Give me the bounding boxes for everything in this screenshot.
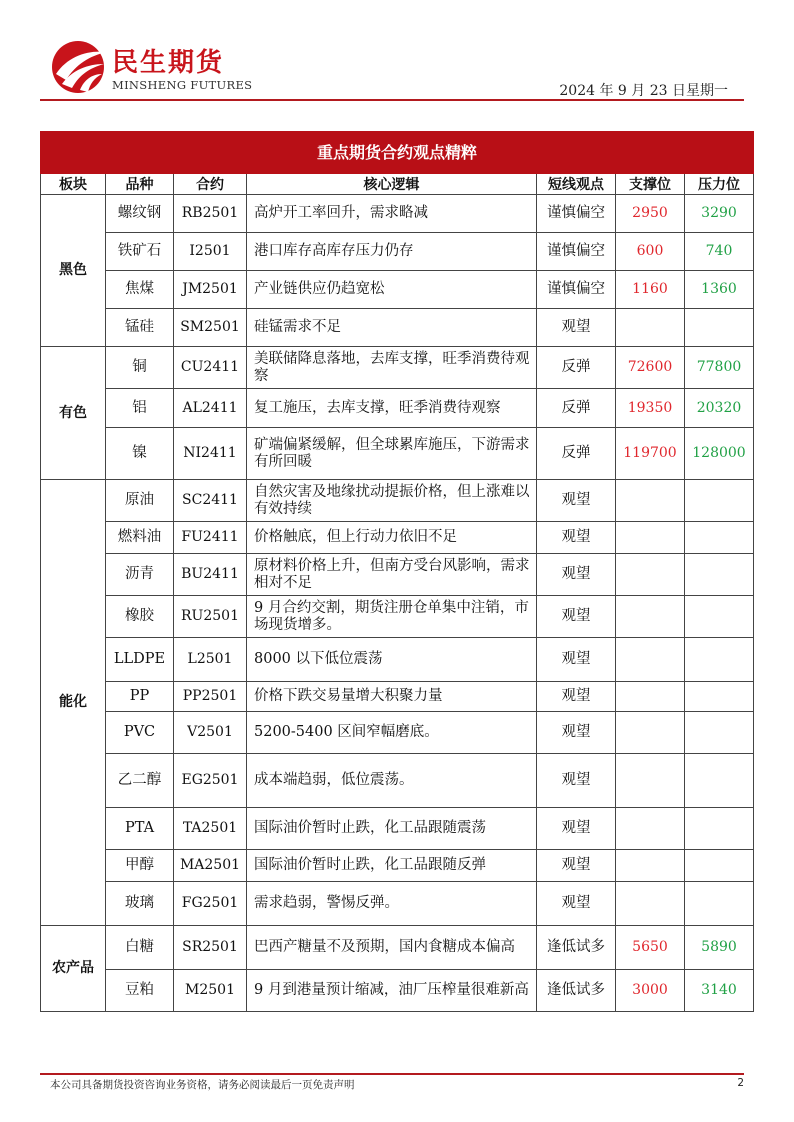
support-cell: 2950 <box>616 195 685 233</box>
resistance-cell: 5890 <box>685 926 754 970</box>
support-cell <box>616 754 685 808</box>
logic-cell: 8000 以下低位震荡 <box>247 638 537 682</box>
contract-cell: SC2411 <box>174 480 247 522</box>
variety-cell: PVC <box>106 712 174 754</box>
support-cell <box>616 554 685 596</box>
futures-view-table <box>40 131 754 1012</box>
variety-cell: 乙二醇 <box>106 754 174 808</box>
variety-cell: LLDPE <box>106 638 174 682</box>
resistance-cell <box>685 808 754 850</box>
view-cell: 观望 <box>537 808 616 850</box>
support-cell: 1160 <box>616 271 685 309</box>
variety-cell: PTA <box>106 808 174 850</box>
view-cell: 观望 <box>537 309 616 347</box>
contract-cell: EG2501 <box>174 754 247 808</box>
contract-cell: M2501 <box>174 970 247 1012</box>
support-cell <box>616 808 685 850</box>
col-header-view: 短线观点 <box>537 174 616 195</box>
view-cell: 谨慎偏空 <box>537 195 616 233</box>
table-row <box>41 271 754 309</box>
table-row <box>41 850 754 882</box>
futures-view-table-container <box>40 131 753 1012</box>
view-cell: 逢低试多 <box>537 926 616 970</box>
contract-cell: I2501 <box>174 233 247 271</box>
variety-cell: 燃料油 <box>106 522 174 554</box>
page-number: 2 <box>737 1077 744 1089</box>
logic-cell: 9 月到港量预计缩减，油厂压榨量很难新高 <box>247 970 537 1012</box>
col-header-variety: 品种 <box>106 174 174 195</box>
view-cell: 观望 <box>537 596 616 638</box>
contract-cell: CU2411 <box>174 347 247 389</box>
view-cell: 谨慎偏空 <box>537 233 616 271</box>
logic-cell: 产业链供应仍趋宽松 <box>247 271 537 309</box>
variety-cell: 螺纹钢 <box>106 195 174 233</box>
table-row <box>41 195 754 233</box>
resistance-cell: 740 <box>685 233 754 271</box>
variety-cell: 甲醇 <box>106 850 174 882</box>
sector-cell: 有色 <box>41 347 106 480</box>
col-header-support: 支撑位 <box>616 174 685 195</box>
table-row <box>41 554 754 596</box>
contract-cell: FU2411 <box>174 522 247 554</box>
view-cell: 反弹 <box>537 347 616 389</box>
variety-cell: 铝 <box>106 389 174 428</box>
logic-cell: 原材料价格上升，但南方受台风影响，需求相对不足 <box>247 554 537 596</box>
variety-cell: 原油 <box>106 480 174 522</box>
logic-cell: 国际油价暂时止跌，化工品跟随反弹 <box>247 850 537 882</box>
table-row <box>41 347 754 389</box>
contract-cell: BU2411 <box>174 554 247 596</box>
view-cell: 谨慎偏空 <box>537 271 616 309</box>
resistance-cell <box>685 850 754 882</box>
contract-cell: SM2501 <box>174 309 247 347</box>
logic-cell: 5200-5400 区间窄幅磨底。 <box>247 712 537 754</box>
table-row <box>41 682 754 712</box>
resistance-cell <box>685 309 754 347</box>
support-cell <box>616 882 685 926</box>
support-cell: 19350 <box>616 389 685 428</box>
table-header-row <box>41 174 754 195</box>
variety-cell: 豆粕 <box>106 970 174 1012</box>
logic-cell: 高炉开工率回升，需求略减 <box>247 195 537 233</box>
col-header-sector: 板块 <box>41 174 106 195</box>
variety-cell: 铜 <box>106 347 174 389</box>
contract-cell: NI2411 <box>174 428 247 480</box>
footer-disclaimer: 本公司具备期货投资咨询业务资格，请务必阅读最后一页免责声明 <box>50 1079 355 1091</box>
logic-cell: 硅锰需求不足 <box>247 309 537 347</box>
table-row <box>41 970 754 1012</box>
contract-cell: FG2501 <box>174 882 247 926</box>
support-cell: 600 <box>616 233 685 271</box>
resistance-cell <box>685 638 754 682</box>
sector-cell: 黑色 <box>41 195 106 347</box>
variety-cell: 橡胶 <box>106 596 174 638</box>
contract-cell: V2501 <box>174 712 247 754</box>
contract-cell: RB2501 <box>174 195 247 233</box>
table-row <box>41 754 754 808</box>
sector-cell: 农产品 <box>41 926 106 1012</box>
variety-cell: 铁矿石 <box>106 233 174 271</box>
view-cell: 观望 <box>537 882 616 926</box>
report-date: 2024 年 9 月 23 日星期一 <box>559 83 728 99</box>
variety-cell: 玻璃 <box>106 882 174 926</box>
table-title: 重点期货合约观点精粹 <box>41 132 754 174</box>
logic-cell: 复工施压，去库支撑，旺季消费待观察 <box>247 389 537 428</box>
contract-cell: L2501 <box>174 638 247 682</box>
view-cell: 反弹 <box>537 389 616 428</box>
logic-cell: 需求趋弱，警惕反弹。 <box>247 882 537 926</box>
table-row <box>41 428 754 480</box>
variety-cell: 锰硅 <box>106 309 174 347</box>
resistance-cell <box>685 712 754 754</box>
view-cell: 逢低试多 <box>537 970 616 1012</box>
table-row <box>41 882 754 926</box>
logic-cell: 巴西产糖量不及预期，国内食糖成本偏高 <box>247 926 537 970</box>
logic-cell: 成本端趋弱，低位震荡。 <box>247 754 537 808</box>
support-cell: 119700 <box>616 428 685 480</box>
resistance-cell <box>685 480 754 522</box>
logic-cell: 价格触底，但上行动力依旧不足 <box>247 522 537 554</box>
brand-logo-icon <box>50 40 108 94</box>
contract-cell: PP2501 <box>174 682 247 712</box>
resistance-cell <box>685 754 754 808</box>
logic-cell: 港口库存高库存压力仍存 <box>247 233 537 271</box>
support-cell <box>616 850 685 882</box>
support-cell: 3000 <box>616 970 685 1012</box>
resistance-cell <box>685 596 754 638</box>
resistance-cell: 77800 <box>685 347 754 389</box>
resistance-cell <box>685 682 754 712</box>
contract-cell: TA2501 <box>174 808 247 850</box>
view-cell: 观望 <box>537 638 616 682</box>
brand-name-en: MINSHENG FUTURES <box>112 78 253 92</box>
brand-name-cn: 民生期货 <box>112 48 225 78</box>
table-row <box>41 638 754 682</box>
logic-cell: 自然灾害及地缘扰动提振价格，但上涨难以有效持续 <box>247 480 537 522</box>
header-divider <box>40 99 744 101</box>
support-cell <box>616 712 685 754</box>
support-cell <box>616 596 685 638</box>
support-cell <box>616 522 685 554</box>
support-cell <box>616 638 685 682</box>
support-cell <box>616 309 685 347</box>
variety-cell: PP <box>106 682 174 712</box>
table-row <box>41 522 754 554</box>
view-cell: 观望 <box>537 480 616 522</box>
col-header-contract: 合约 <box>174 174 247 195</box>
table-row <box>41 926 754 970</box>
logic-cell: 美联储降息落地，去库支撑，旺季消费待观察 <box>247 347 537 389</box>
resistance-cell: 1360 <box>685 271 754 309</box>
logic-cell: 国际油价暂时止跌，化工品跟随震荡 <box>247 808 537 850</box>
support-cell <box>616 480 685 522</box>
table-row <box>41 480 754 522</box>
table-row <box>41 808 754 850</box>
view-cell: 观望 <box>537 754 616 808</box>
support-cell: 72600 <box>616 347 685 389</box>
contract-cell: RU2501 <box>174 596 247 638</box>
brand-logo <box>50 40 253 96</box>
contract-cell: MA2501 <box>174 850 247 882</box>
sector-cell: 能化 <box>41 480 106 926</box>
table-row <box>41 233 754 271</box>
col-header-logic: 核心逻辑 <box>247 174 537 195</box>
table-row <box>41 712 754 754</box>
col-header-resistance: 压力位 <box>685 174 754 195</box>
table-row <box>41 596 754 638</box>
contract-cell: SR2501 <box>174 926 247 970</box>
table-row <box>41 389 754 428</box>
view-cell: 观望 <box>537 554 616 596</box>
view-cell: 观望 <box>537 522 616 554</box>
resistance-cell: 3140 <box>685 970 754 1012</box>
variety-cell: 沥青 <box>106 554 174 596</box>
variety-cell: 镍 <box>106 428 174 480</box>
support-cell <box>616 682 685 712</box>
resistance-cell <box>685 882 754 926</box>
resistance-cell <box>685 522 754 554</box>
resistance-cell: 128000 <box>685 428 754 480</box>
view-cell: 观望 <box>537 850 616 882</box>
resistance-cell: 20320 <box>685 389 754 428</box>
support-cell: 5650 <box>616 926 685 970</box>
logic-cell: 矿端偏紧缓解，但全球累库施压，下游需求有所回暖 <box>247 428 537 480</box>
table-row <box>41 309 754 347</box>
contract-cell: AL2411 <box>174 389 247 428</box>
view-cell: 反弹 <box>537 428 616 480</box>
logic-cell: 9 月合约交割，期货注册仓单集中注销，市场现货增多。 <box>247 596 537 638</box>
view-cell: 观望 <box>537 712 616 754</box>
logic-cell: 价格下跌交易量增大积聚力量 <box>247 682 537 712</box>
variety-cell: 焦煤 <box>106 271 174 309</box>
footer-divider <box>40 1073 744 1075</box>
variety-cell: 白糖 <box>106 926 174 970</box>
contract-cell: JM2501 <box>174 271 247 309</box>
view-cell: 观望 <box>537 682 616 712</box>
resistance-cell <box>685 554 754 596</box>
resistance-cell: 3290 <box>685 195 754 233</box>
